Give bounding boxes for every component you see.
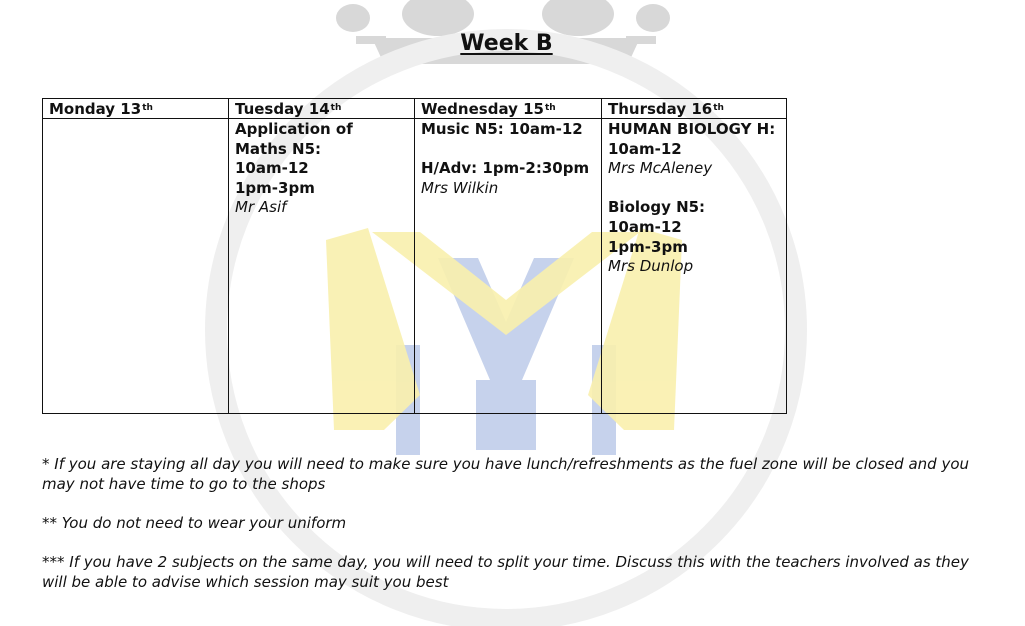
thursday-session-2b: 1pm-3pm (608, 237, 688, 256)
tuesday-subject: Application of Maths N5: (235, 120, 353, 158)
notes-section (42, 454, 987, 611)
thursday-subject: HUMAN BIOLOGY H: (608, 120, 776, 138)
header-wednesday: Wednesday 15th (415, 99, 602, 119)
timetable-header-row (43, 99, 787, 119)
tuesday-session-1: 10am-12 (235, 159, 309, 178)
header-tuesday: Tuesday 14th (229, 99, 415, 119)
tuesday-teacher: Mr Asif (235, 198, 287, 217)
thursday-teacher: Mrs McAleney (608, 159, 713, 178)
page-title: Week B (460, 31, 553, 56)
note-split-time: *** If you have 2 subjects on the same day, you will need to split your time. Discuss this with the teachers involved as they will be able to advise which session may suit you best (42, 553, 969, 591)
exam-timetable (42, 98, 787, 414)
thursday-teacher-2: Mrs Dunlop (608, 257, 694, 276)
thursday-session-1: 10am-12 (608, 139, 682, 158)
note-uniform: ** You do not need to wear your uniform (42, 514, 347, 532)
thursday-session-2a: 10am-12 (608, 217, 682, 236)
note-lunch: * If you are staying all day you will need to make sure you have lunch/refreshments as the fuel zone will be closed and you may not have time to go to the shops (42, 455, 970, 493)
wednesday-subject-2: H/Adv: 1pm-2:30pm (421, 159, 590, 178)
header-monday: Monday 13th (43, 99, 229, 119)
tuesday-session-2: 1pm-3pm (235, 178, 315, 197)
timetable-row (43, 119, 787, 414)
cell-thursday (602, 119, 787, 414)
wednesday-teacher: Mrs Wilkin (421, 178, 499, 197)
cell-wednesday (415, 119, 602, 414)
wednesday-subject: Music N5: 10am-12 (421, 120, 583, 138)
thursday-subject-2: Biology N5: (608, 198, 706, 217)
cell-monday (43, 119, 229, 414)
cell-tuesday (229, 119, 415, 414)
header-thursday: Thursday 16th (602, 99, 787, 119)
